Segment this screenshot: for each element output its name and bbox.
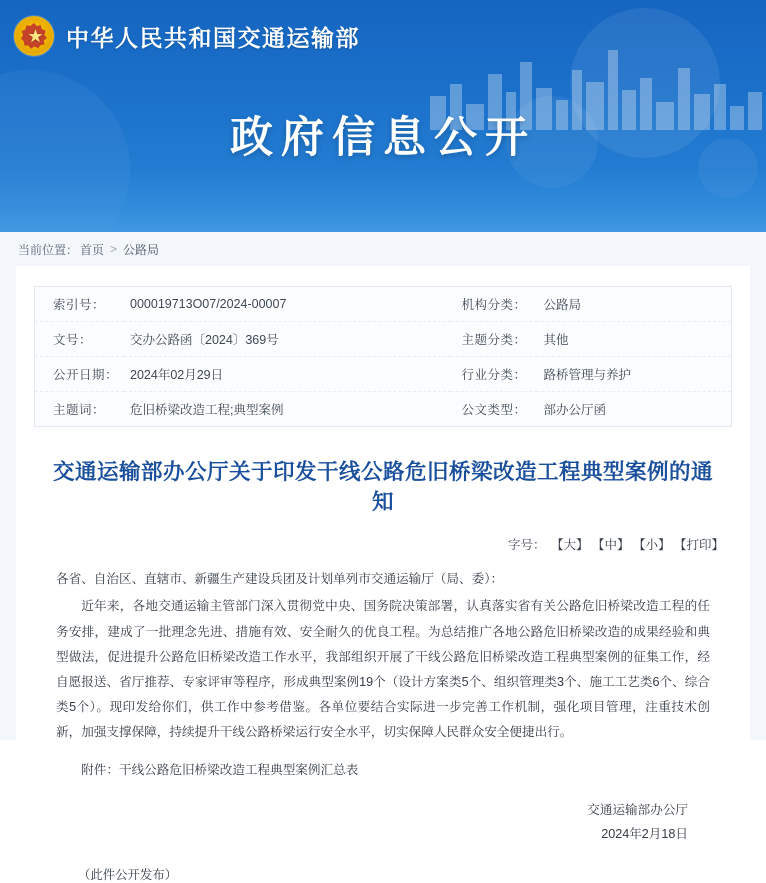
header-brand-bar [0, 0, 766, 72]
table-row [35, 287, 731, 322]
header-gradient-overlay [0, 170, 766, 232]
page-title: 交通运输部办公厅关于印发干线公路危旧桥梁改造工程典型案例的通知 [52, 460, 713, 515]
document-meta-table [34, 286, 732, 427]
meta-key-keywords: 主题词： [35, 392, 124, 427]
meta-value-index-no: 000019713O07/2024-00007 [130, 297, 287, 311]
meta-value-doc-type: 部办公厅函 [537, 392, 731, 427]
meta-value-keywords: 危旧桥梁改造工程;典型案例 [124, 392, 451, 427]
meta-value-doc-no: 交办公路函〔2024〕369号 [124, 322, 451, 357]
site-name: 中华人民共和国交通运输部 [66, 24, 360, 51]
meta-key-doc-type: 公文类型： [451, 392, 537, 427]
meta-key-publish-date: 公开日期： [35, 357, 124, 392]
breadcrumb-separator: > [110, 242, 118, 256]
document-salutation: 各省、自治区、直辖市、新疆生产建设兵团及计划单列市交通运输厅（局、委）： [56, 572, 504, 587]
national-emblem-icon [14, 16, 54, 56]
font-size-medium-button[interactable]: 【中】 [591, 538, 630, 553]
font-size-small-button[interactable]: 【小】 [632, 538, 671, 553]
document-card [16, 266, 750, 883]
meta-key-industry-category: 行业分类： [451, 357, 537, 392]
table-row [35, 322, 731, 357]
meta-key-org-category: 机构分类： [461, 298, 527, 312]
font-size-large-button[interactable]: 【大】 [550, 538, 589, 553]
breadcrumb-item-highway-bureau[interactable]: 公路局 [123, 242, 160, 257]
meta-value-org-category: 公路局 [543, 298, 581, 312]
issuer-name: 交通运输部办公厅 [587, 802, 688, 817]
font-size-toolbar [16, 535, 724, 553]
print-button[interactable]: 【打印】 [673, 538, 724, 553]
meta-key-index-no: 索引号： [53, 298, 106, 312]
document-signature [16, 799, 688, 847]
font-size-label: 字号： [507, 538, 546, 553]
site-header [0, 0, 766, 232]
meta-key-doc-no: 文号： [35, 322, 124, 357]
table-row [35, 357, 731, 392]
banner-title: 政府信息公开 [230, 114, 536, 162]
issue-date: 2024年2月18日 [601, 826, 688, 841]
meta-key-topic-category: 主题分类： [451, 322, 537, 357]
table-row [35, 392, 731, 427]
breadcrumb [0, 232, 766, 266]
breadcrumb-label: 当前位置： [18, 242, 79, 257]
document-publish-note: （此件公开发布） [78, 867, 178, 882]
meta-value-industry-category: 路桥管理与养护 [537, 357, 731, 392]
emblem-star-icon: ★ [28, 28, 44, 45]
document-attachment-line: 附件：干线公路危旧桥梁改造工程典型案例汇总表 [81, 762, 359, 777]
document-paragraph-1: 近年来，各地交通运输主管部门深入贯彻党中央、国务院决策部署，认真落实省有关公路危旧桥梁改造工程的任务安排，建成了一批理念先进、措施有效、安全耐久的优良工程。为总结推广各地公路危旧桥梁改造的成果经验和典型做法，促进提升公路危旧桥梁改造工作水平，我部组织开展了干线公路危旧桥梁改造工程典型案例的征集工作，经自愿报送、省厅推荐、专家评审等程序，形成典型案例19个（设计方案类5个、组织管理类3个、施工工艺类6个、综合类5个）。现印发给你们，供工作中参考借鉴。各单位要结合实际进一步完善工作机制，强化项目管理，注重技术创新，加强支撑保障，持续提升干线公路桥梁运行安全水平，切实保障人民群众安全便捷出行。 [56, 599, 710, 740]
meta-value-topic-category: 其他 [537, 322, 731, 357]
meta-value-publish-date: 2024年02月29日 [124, 357, 451, 392]
breadcrumb-item-home[interactable]: 首页 [80, 242, 105, 257]
document-body [56, 567, 710, 783]
